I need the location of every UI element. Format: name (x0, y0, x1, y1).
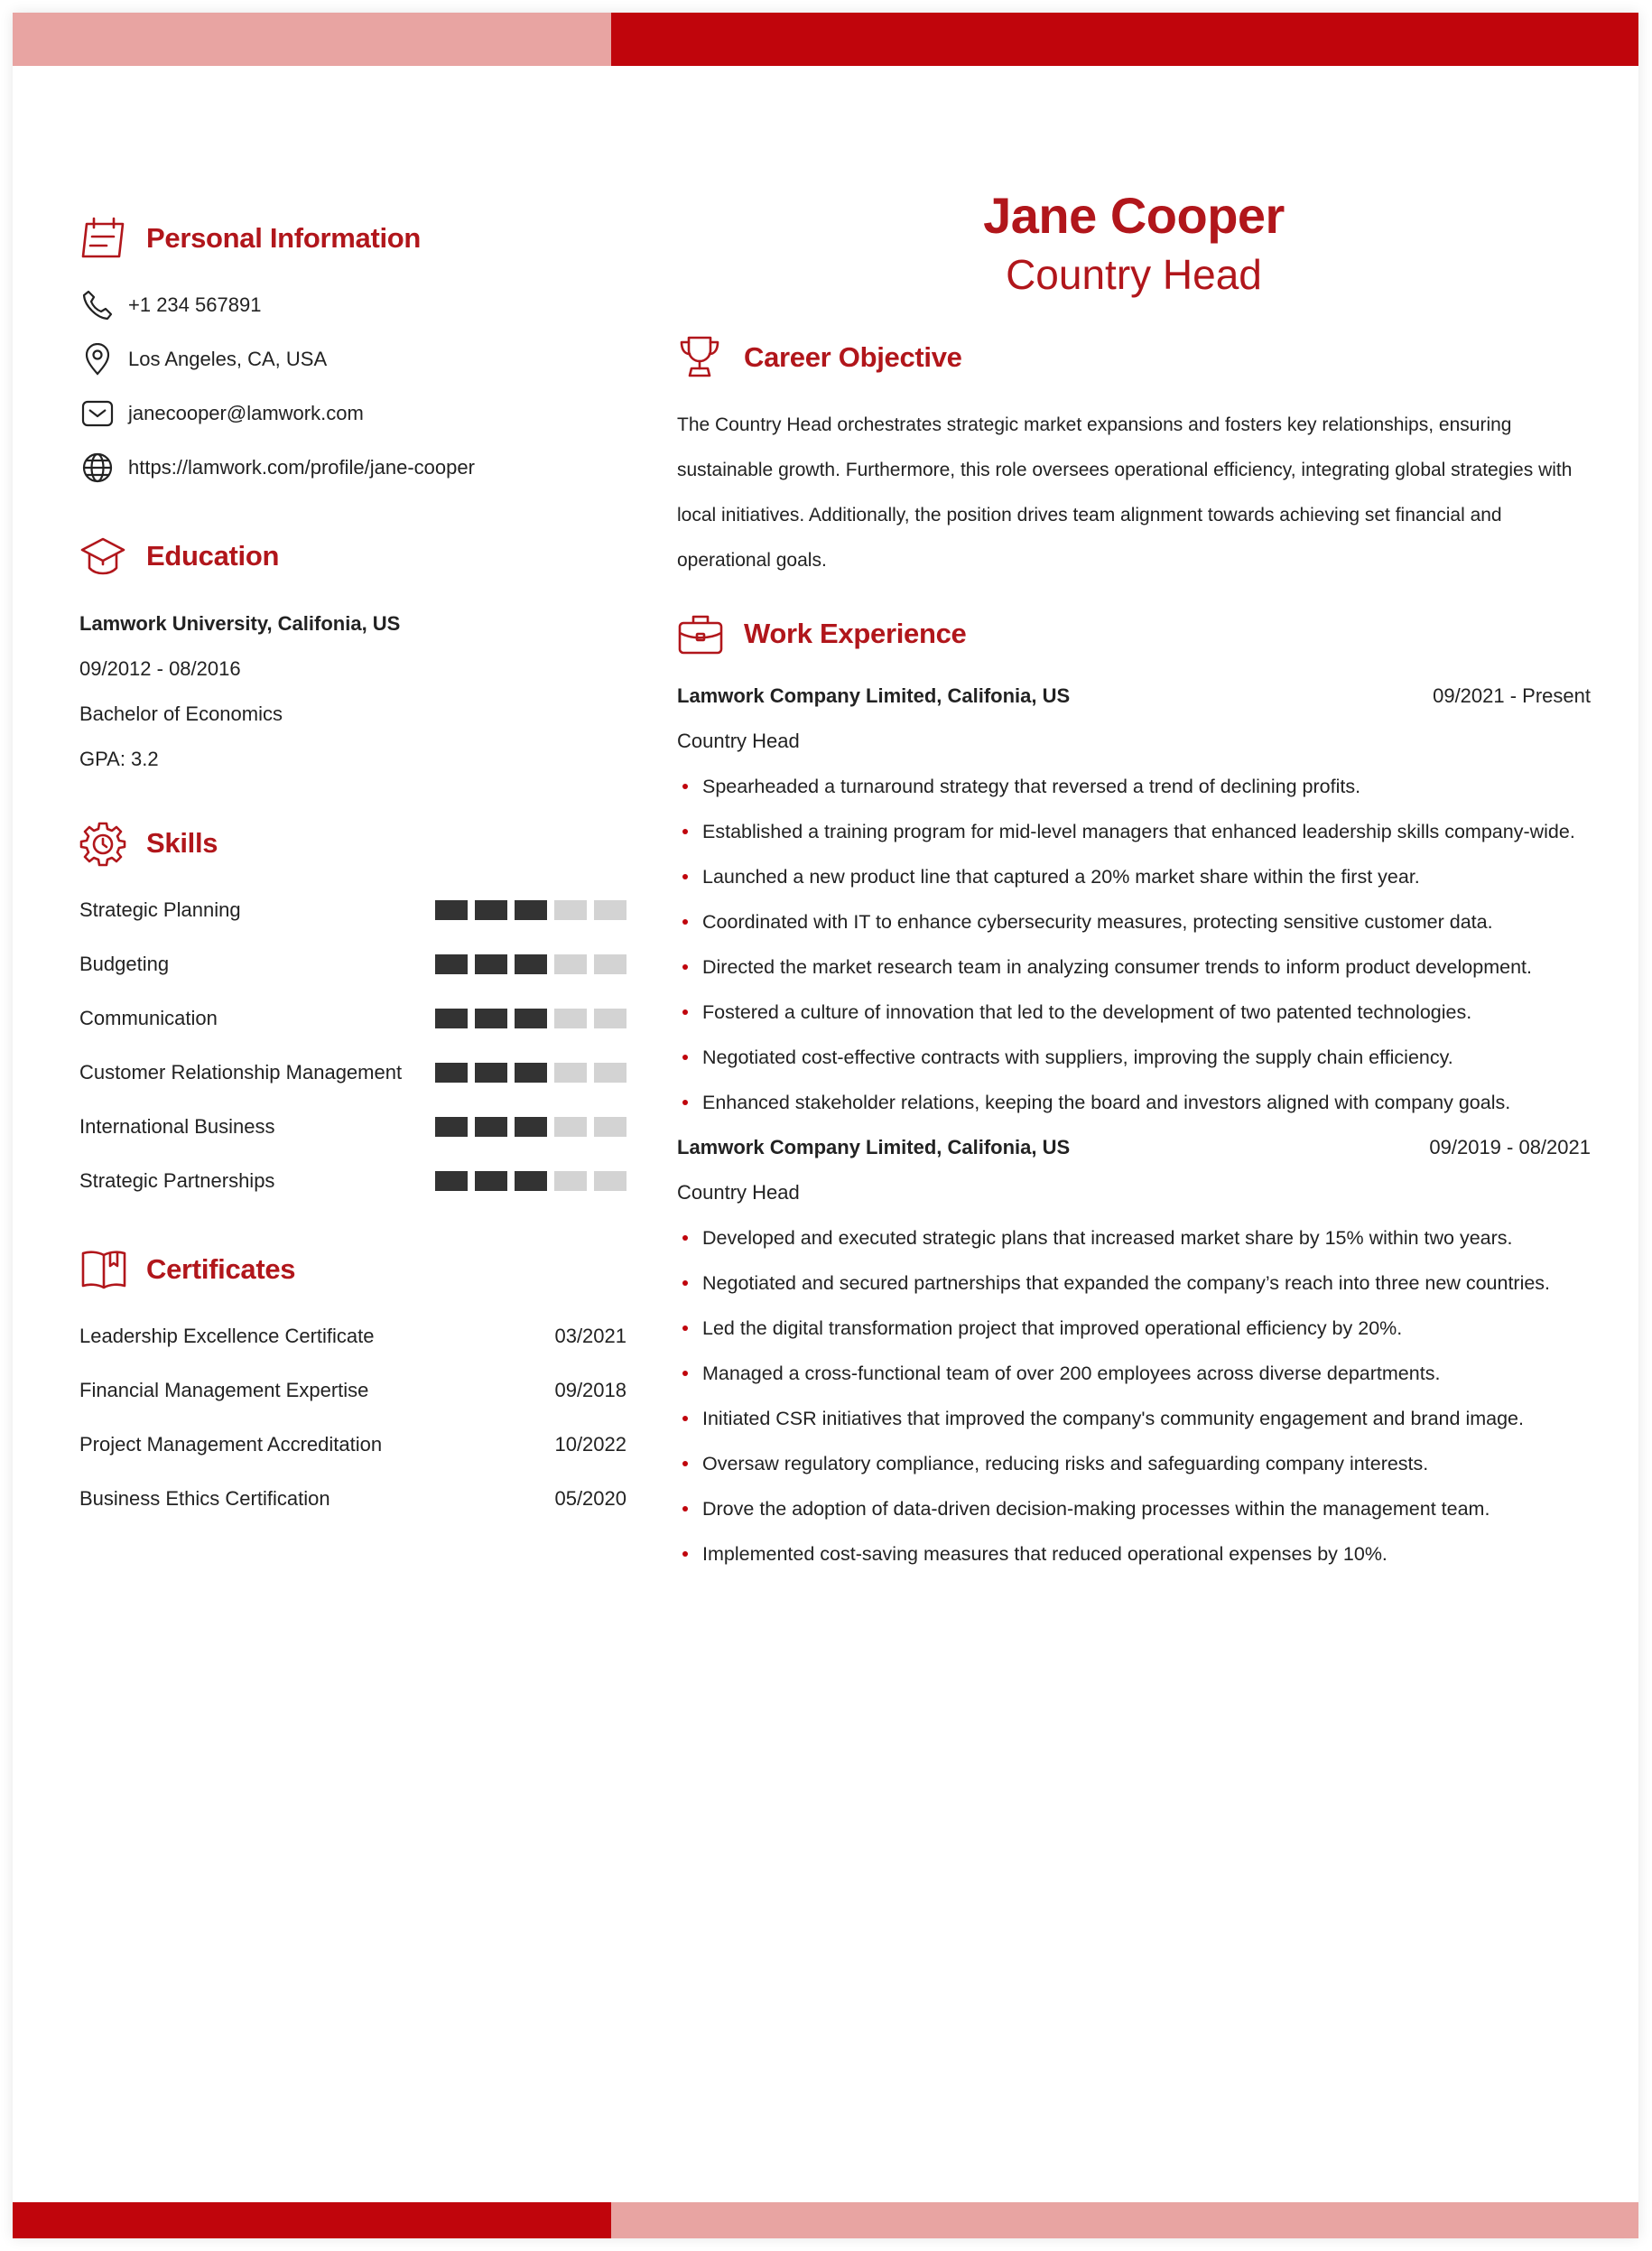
briefcase-icon (677, 607, 731, 661)
skill-level-segment (554, 1009, 587, 1028)
certificate-row (79, 1418, 626, 1472)
skill-level-segment (594, 1063, 626, 1083)
achievement-item: Enhanced stakeholder relations, keeping the board and investors aligned with company goals. (677, 1080, 1591, 1125)
skill-row (79, 991, 626, 1046)
certificate-date: 05/2020 (554, 1487, 626, 1510)
skill-level-segment (515, 1063, 547, 1083)
skill-level-segment (594, 954, 626, 974)
section-title: Work Experience (744, 618, 967, 649)
skill-level-meter (435, 1171, 626, 1191)
skill-level-meter (435, 1117, 626, 1137)
job-header (677, 1125, 1591, 1170)
achievement-item: Led the digital transformation project that improved operational efficiency by 20%. (677, 1306, 1591, 1351)
objective-text: The Country Head orchestrates strategic market expansions and fosters key relationships, ensuring sustainable growth. Furthermore, this role oversees operational efficiency, integrating global strategies with local initiatives. Additionally, the position drives team alignment towards achieving set financial and operational goals. (677, 414, 1573, 571)
achievement-item: Launched a new product line that captured a 20% market share within the first year. (677, 854, 1591, 899)
candidate-name: Jane Cooper (983, 187, 1285, 244)
skill-level-segment (435, 1063, 468, 1083)
skill-row (79, 883, 626, 937)
education-dates: 09/2012 - 08/2016 (79, 657, 241, 680)
contact-email (79, 386, 626, 441)
certificate-name: Business Ethics Certification (79, 1487, 330, 1510)
book-icon (79, 1242, 134, 1297)
job-dates: 09/2019 - 08/2021 (1429, 1136, 1591, 1158)
certificate-name: Leadership Excellence Certificate (79, 1325, 375, 1347)
section-title: Skills (146, 827, 218, 859)
skill-level-segment (435, 1009, 468, 1028)
job-achievements (677, 764, 1591, 1125)
phone-text: +1 234 567891 (128, 293, 262, 316)
certificates-section (79, 1242, 626, 1526)
education-school: Lamwork University, Califonia, US (79, 612, 401, 635)
skill-level-segment (475, 1117, 507, 1137)
job-dates: 09/2021 - Present (1433, 684, 1591, 707)
phone-icon (79, 287, 116, 323)
left-column (79, 211, 626, 1526)
achievement-item: Drove the adoption of data-driven decision-making processes within the management team. (677, 1486, 1591, 1531)
certificate-name: Financial Management Expertise (79, 1379, 369, 1401)
skills-section (79, 816, 626, 1208)
skill-level-segment (435, 1171, 468, 1191)
bottom-bar-dark (13, 2202, 611, 2238)
skill-level-segment (515, 1117, 547, 1137)
achievement-item: Fostered a culture of innovation that led to the development of two patented technologies. (677, 990, 1591, 1035)
resume-page (13, 13, 1638, 2238)
skill-level-segment (554, 954, 587, 974)
skill-level-segment (515, 900, 547, 920)
achievement-item: Established a training program for mid-level managers that enhanced leadership skills company-wide. (677, 809, 1591, 854)
achievement-item: Directed the market research team in analyzing consumer trends to inform product development. (677, 944, 1591, 990)
skill-level-segment (515, 1009, 547, 1028)
skill-level-segment (475, 1063, 507, 1083)
trophy-icon (677, 330, 731, 385)
achievement-item: Oversaw regulatory compliance, reducing risks and safeguarding company interests. (677, 1441, 1591, 1486)
skill-level-segment (475, 1171, 507, 1191)
skill-name: Communication (79, 1007, 218, 1029)
gear-icon (79, 816, 134, 870)
skill-level-segment (475, 954, 507, 974)
contact-phone (79, 278, 626, 332)
achievement-item: Negotiated cost-effective contracts with suppliers, improving the supply chain efficiency. (677, 1035, 1591, 1080)
job-entry (677, 674, 1591, 1125)
globe-icon (79, 450, 116, 486)
certificate-row (79, 1472, 626, 1526)
achievement-item: Implemented cost-saving measures that reduced operational expenses by 10%. (677, 1531, 1591, 1577)
certificate-name: Project Management Accreditation (79, 1433, 383, 1456)
skill-level-segment (435, 900, 468, 920)
section-title: Personal Information (146, 222, 422, 254)
skill-level-segment (594, 1171, 626, 1191)
job-entry (677, 1125, 1591, 1577)
candidate-title: Country Head (1006, 251, 1262, 298)
email-text[interactable]: janecooper@lamwork.com (128, 402, 364, 424)
contact-website (79, 441, 626, 495)
achievement-item: Coordinated with IT to enhance cybersecurity measures, protecting sensitive customer data. (677, 899, 1591, 944)
job-achievements (677, 1215, 1591, 1577)
skill-level-meter (435, 954, 626, 974)
skill-name: Customer Relationship Management (79, 1061, 403, 1084)
skill-row (79, 937, 626, 991)
achievement-item: Developed and executed strategic plans that increased market share by 15% within two years. (677, 1215, 1591, 1260)
top-bar-light (13, 13, 611, 66)
location-text: Los Angeles, CA, USA (128, 348, 328, 370)
bottom-bar-light (611, 2202, 1638, 2238)
right-column (677, 184, 1591, 1577)
mail-icon (79, 395, 116, 432)
skill-name: Strategic Partnerships (79, 1169, 275, 1192)
skill-level-segment (435, 1117, 468, 1137)
graduation-cap-icon (79, 529, 134, 583)
skill-level-segment (435, 954, 468, 974)
skill-level-segment (554, 1117, 587, 1137)
skill-level-segment (594, 900, 626, 920)
certificate-date: 03/2021 (554, 1325, 626, 1347)
top-bar-dark (611, 13, 1638, 66)
skill-level-segment (475, 900, 507, 920)
section-title: Certificates (146, 1253, 296, 1285)
skill-name: Strategic Planning (79, 898, 241, 921)
job-company: Lamwork Company Limited, Califonia, US (677, 1136, 1071, 1158)
certificate-row (79, 1363, 626, 1418)
section-title: Education (146, 540, 280, 572)
education-degree: Bachelor of Economics (79, 702, 283, 725)
skill-name: International Business (79, 1115, 275, 1138)
personal-information-section (79, 211, 626, 495)
skill-level-segment (515, 954, 547, 974)
skill-level-segment (594, 1117, 626, 1137)
certificate-row (79, 1309, 626, 1363)
achievement-item: Negotiated and secured partnerships that expanded the company’s reach into three new countries. (677, 1260, 1591, 1306)
job-header (677, 674, 1591, 719)
achievement-item: Spearheaded a turnaround strategy that reversed a trend of declining profits. (677, 764, 1591, 809)
skill-level-meter (435, 900, 626, 920)
career-objective-section (677, 330, 1591, 583)
education-gpa: GPA: 3.2 (79, 748, 159, 770)
skill-level-segment (475, 1009, 507, 1028)
achievement-item: Initiated CSR initiatives that improved the company's community engagement and brand image. (677, 1396, 1591, 1441)
certificate-date: 09/2018 (554, 1379, 626, 1401)
education-section (79, 529, 626, 782)
skill-row (79, 1046, 626, 1100)
skill-level-segment (554, 1063, 587, 1083)
calendar-icon (79, 211, 134, 265)
location-pin-icon (79, 341, 116, 377)
job-title: Country Head (677, 1181, 800, 1204)
job-title: Country Head (677, 730, 800, 752)
contact-location (79, 332, 626, 386)
work-experience-section (677, 607, 1591, 1577)
achievement-item: Managed a cross-functional team of over 200 employees across diverse departments. (677, 1351, 1591, 1396)
skill-level-segment (515, 1171, 547, 1191)
job-company: Lamwork Company Limited, Califonia, US (677, 684, 1071, 707)
skill-level-meter (435, 1063, 626, 1083)
section-title: Career Objective (744, 341, 962, 373)
skill-row (79, 1100, 626, 1154)
skill-level-segment (554, 1171, 587, 1191)
skill-level-segment (554, 900, 587, 920)
skill-name: Budgeting (79, 953, 170, 975)
skill-row (79, 1154, 626, 1208)
skill-level-meter (435, 1009, 626, 1028)
skill-level-segment (594, 1009, 626, 1028)
website-link[interactable]: https://lamwork.com/profile/jane-cooper (128, 456, 475, 479)
certificate-date: 10/2022 (554, 1433, 626, 1456)
